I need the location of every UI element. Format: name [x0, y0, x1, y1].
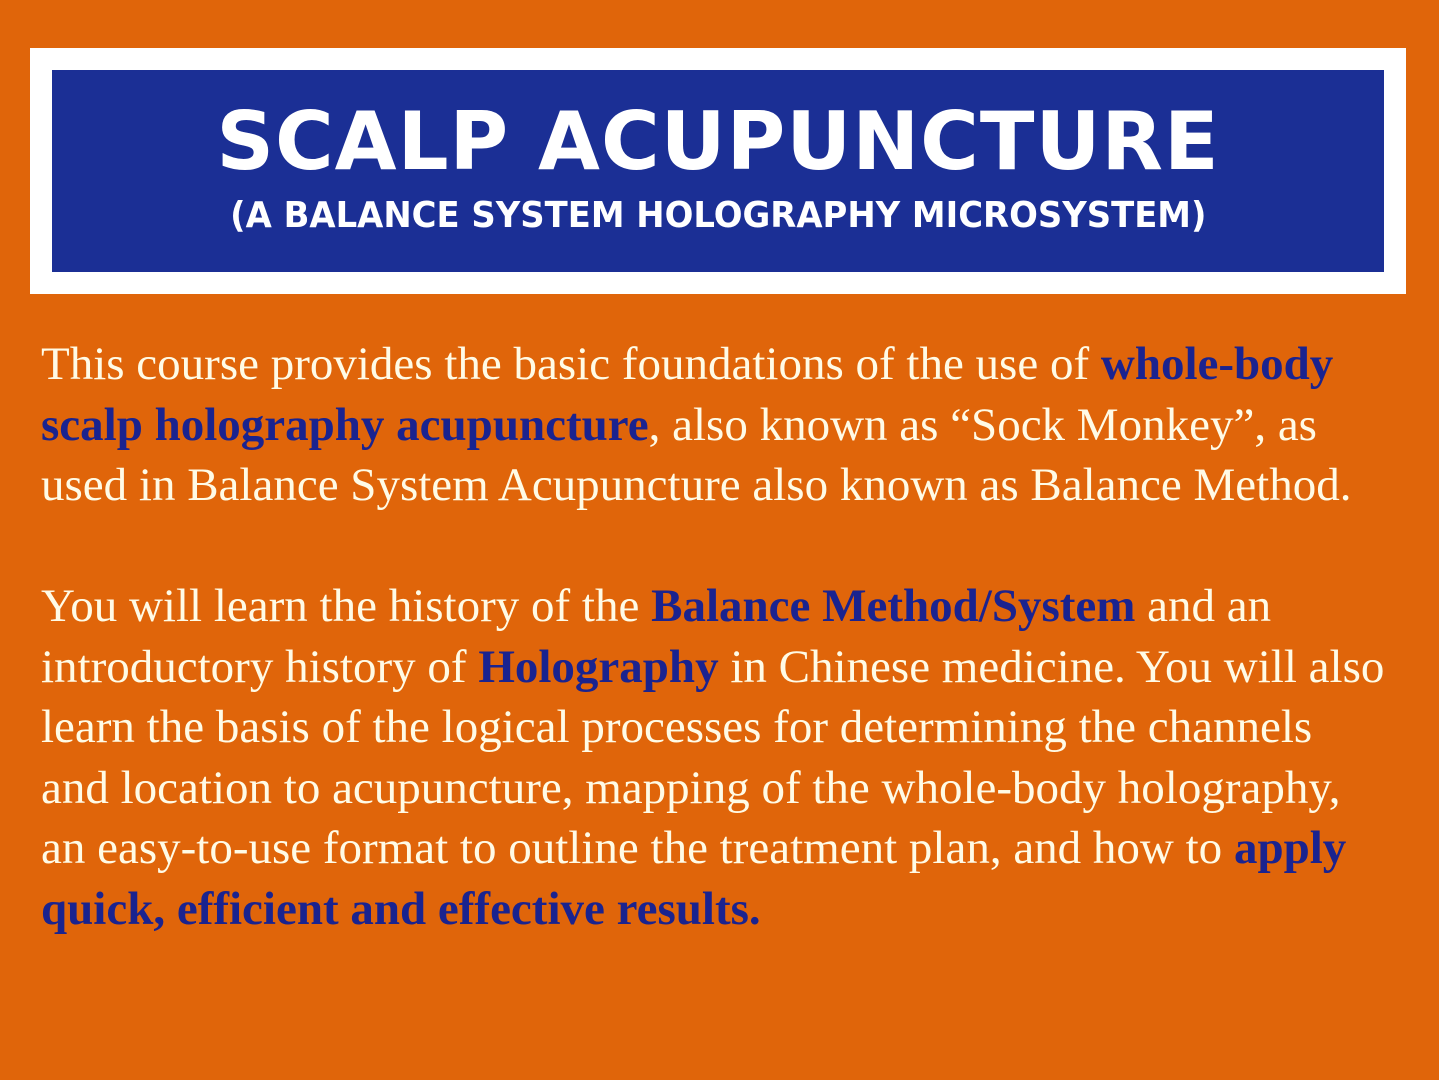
- title-box: [52, 70, 1384, 272]
- learning-paragraph: [41, 576, 1386, 939]
- learning-text-3: in Chinese medicine. You will also learn the basis of the logical processes for determining the channels and location to acupuncture, mapping of the whole-body holography, an easy-to-use format to outline the treatment plan, and how to: [41, 640, 1385, 874]
- highlight-holography: Holography: [478, 640, 719, 693]
- highlight-balance-method: Balance Method/System: [651, 580, 1136, 632]
- course-description: [41, 334, 1386, 939]
- learning-text-2: and an introductory history of: [41, 580, 1272, 693]
- highlight-scalp-holography: whole-body scalp holography acupuncture: [41, 338, 1334, 451]
- intro-text-2: , also known as “Sock Monkey”, as used in Balance System Acupuncture also known as Balance Method.: [41, 398, 1352, 511]
- page-title: SCALP ACUPUNCTURE: [216, 95, 1220, 188]
- learning-text-1: You will learn the history of the: [41, 580, 652, 632]
- page-subtitle: (A BALANCE SYSTEM HOLOGRAPHY MICROSYSTEM): [229, 195, 1207, 236]
- intro-paragraph: [41, 334, 1386, 516]
- intro-text-1: This course provides the basic foundations of the use of: [41, 338, 1101, 390]
- highlight-results: apply quick, efficient and effective results.: [41, 822, 1347, 935]
- title-frame: [30, 48, 1406, 294]
